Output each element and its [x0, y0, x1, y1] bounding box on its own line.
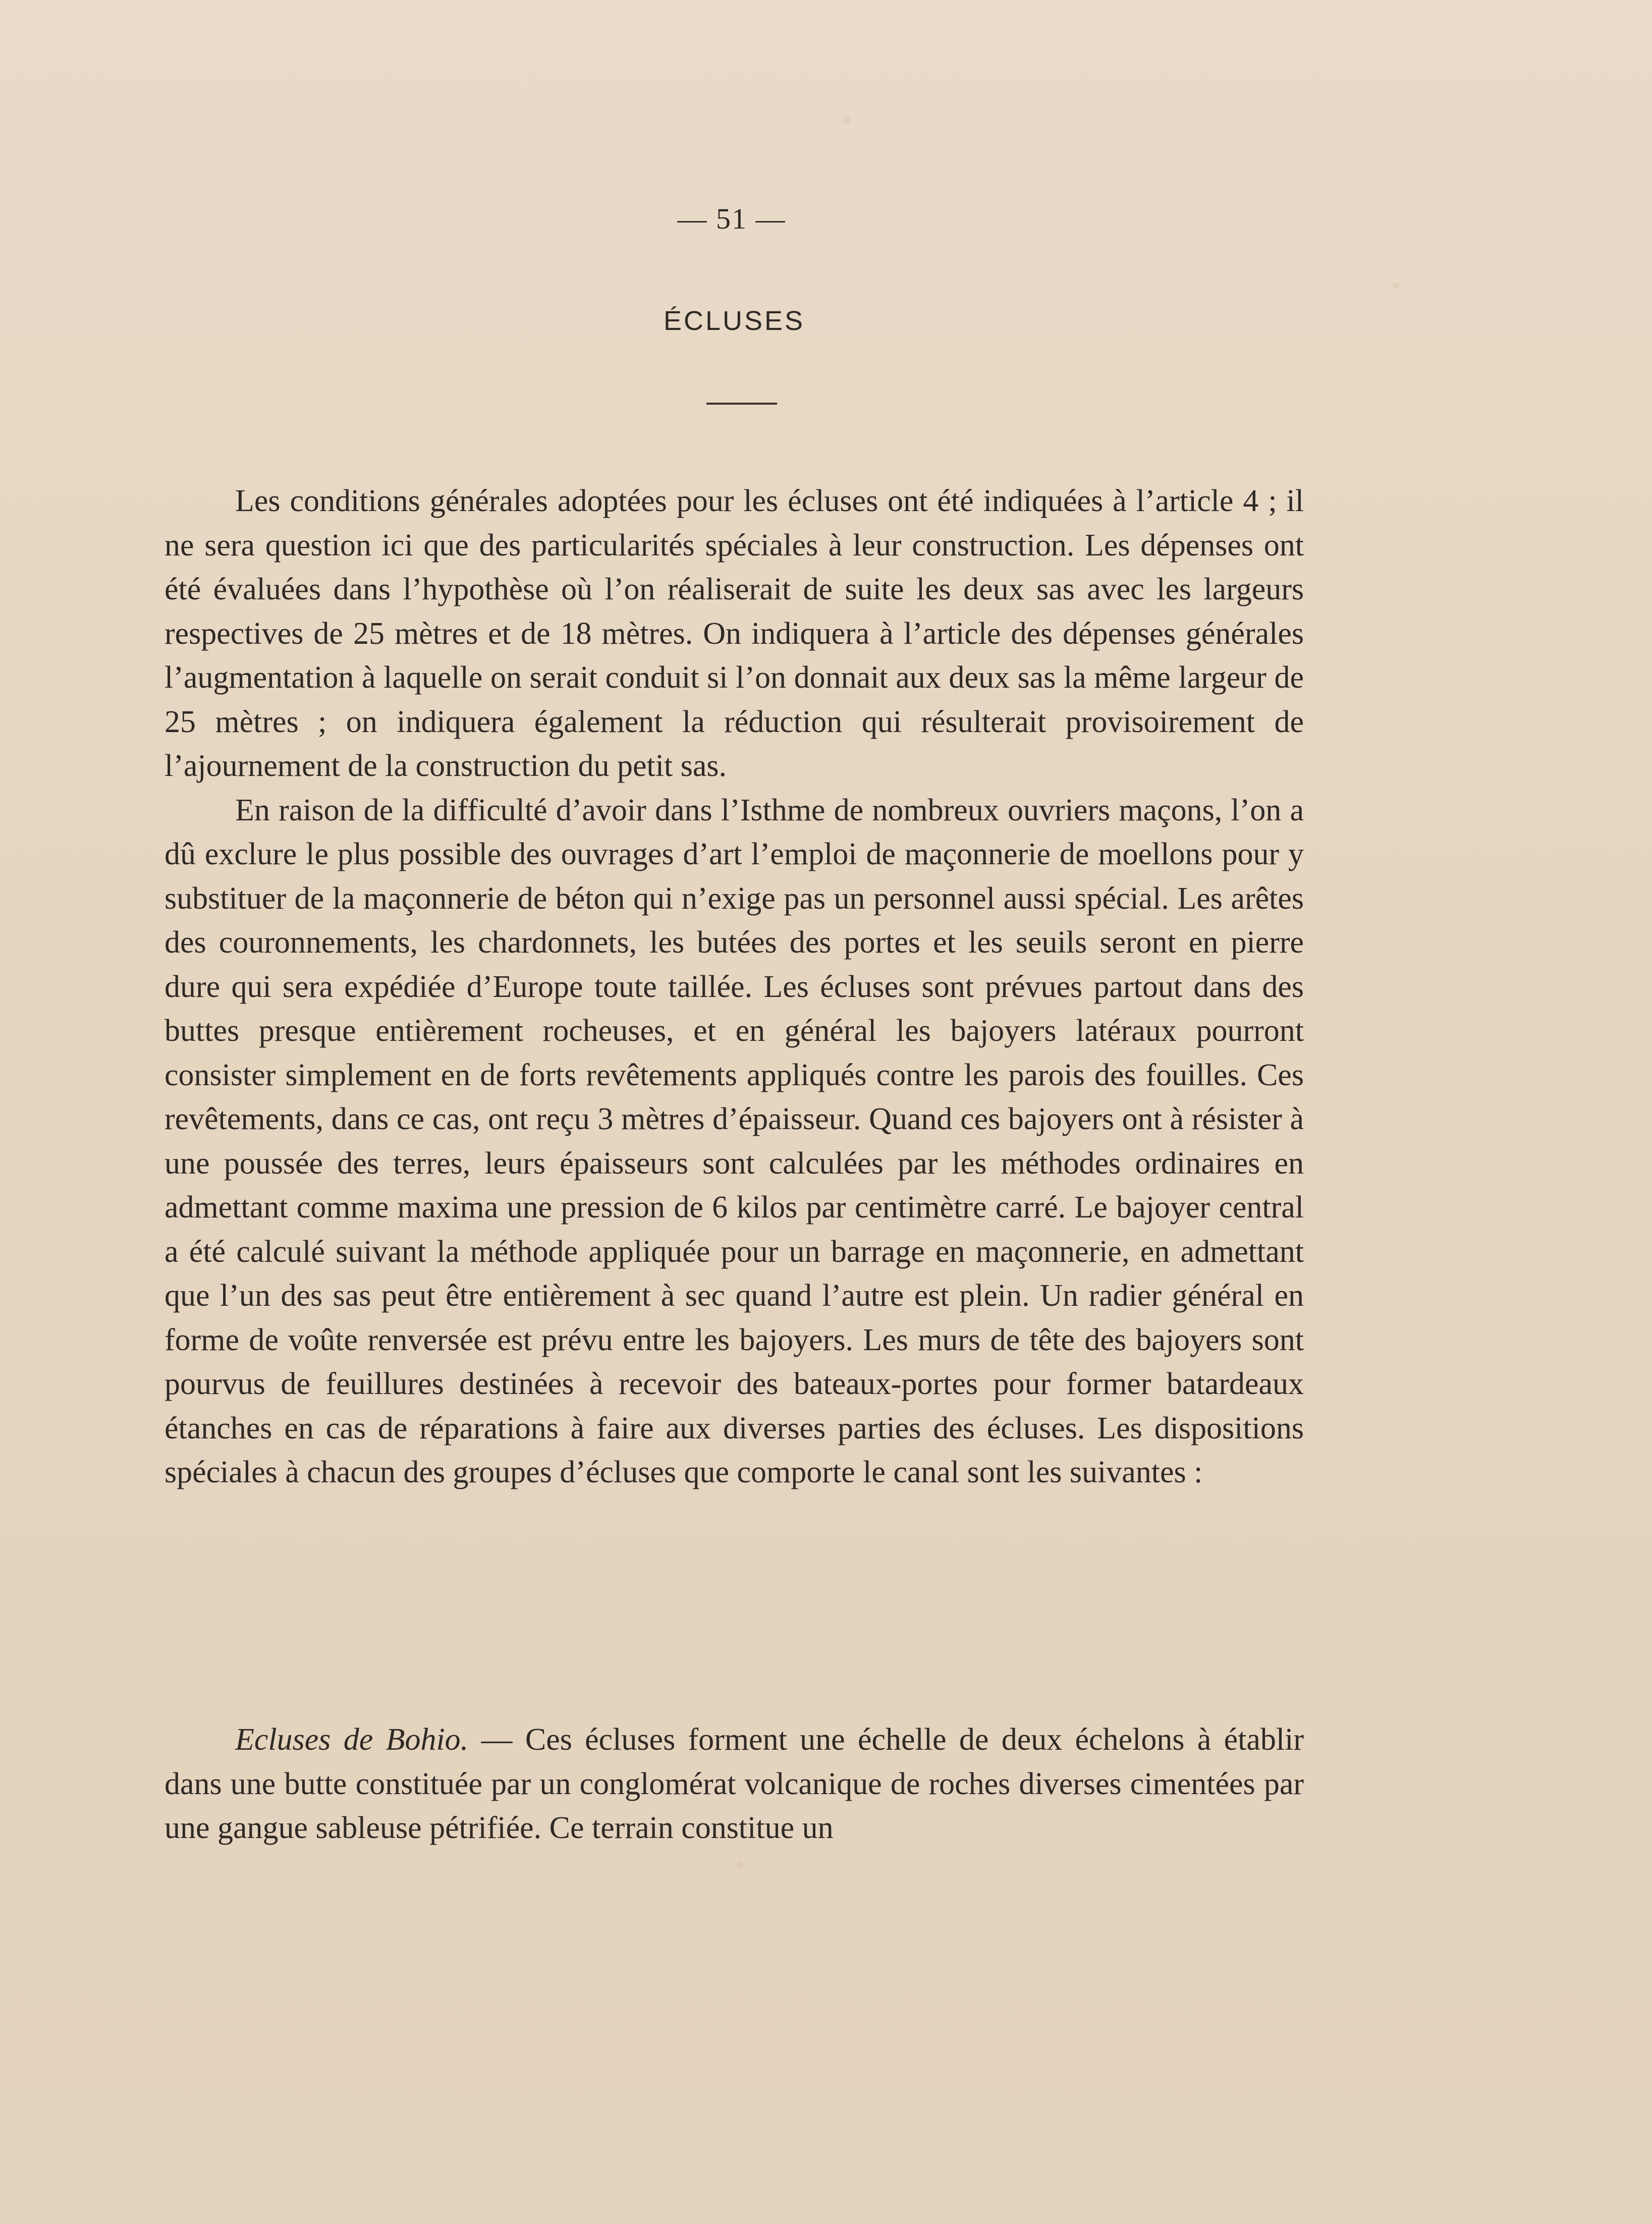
- paper-stain: [1393, 283, 1399, 289]
- paper-stain: [737, 1862, 744, 1869]
- paragraph-conditions: Les conditions générales adoptées pour les écluses ont été indiquées à l’article 4 ; il ne sera question ici que des particularités spéciales à leur construction. Les dépenses ont été évaluées dans l’hypothèse où l’on réaliserait de suite les deux sas avec les largeurs respectives de 25 mètres et de 18 mètres. On indiquera à l’article des dépenses générales l’augmentation à laquelle on serait conduit si l’on donnait aux deux sas la même largeur de 25 mètres ; on indiquera également la réduction qui résulterait provisoirement de l’ajournement de la construction du petit sas.: [164, 484, 1304, 783]
- bohio-section: [164, 1718, 1304, 1851]
- paragraph-masonry: En raison de la difficulté d’avoir dans l’Isthme de nombreux ouvriers maçons, l’on a dû exclure le plus possible des ouvrages d’art l’emploi de maçonnerie de moellons pour y substituer de la maçonnerie de béton qui n’exige pas un personnel aussi spécial. Les arêtes des couronnements, les chardonnets, les butées des portes et les seuils seront en pierre dure qui sera expédiée d’Europe toute taillée. Les écluses sont prévues partout dans des buttes presque entièrement rocheuses, et en général les bajoyers latéraux pourront consister simplement en de forts revêtements appliqués contre les parois des fouilles. Ces revêtements, dans ce cas, ont reçu 3 mètres d’épaisseur. Quand ces bajoyers ont à résister à une poussée des terres, leurs épaisseurs sont calculées par les méthodes ordinaires en admettant comme maxima une pression de 6 kilos par centimètre carré. Le bajoyer central a été calculé suivant la méthode appliquée pour un barrage en maçonnerie, en admettant que l’un des sas peut être entièrement à sec quand l’autre est plein. Un radier général en forme de voûte renversée est prévu entre les bajoyers. Les murs de tête des bajoyers sont pourvus de feuillures destinées à recevoir des bateaux-portes pour former batardeaux étanches en cas de réparations à faire aux diverses parties des écluses. Les dispositions spéciales à chacun des groupes d’écluses que comporte le canal sont les suivantes :: [164, 793, 1304, 1489]
- page-number: — 51 —: [677, 202, 786, 235]
- bohio-text: — Ces écluses forment une échelle de deux échelons à établir dans une butte constituée par un conglomérat volcanique de roches diverses cimentées par une gangue sableuse pétrifiée. Ce terrain constitue un: [164, 1722, 1304, 1845]
- section-title: ÉCLUSES: [663, 306, 805, 336]
- bohio-subheading: Ecluses de Bohio.: [235, 1722, 469, 1757]
- title-divider: [706, 403, 777, 405]
- body-text: [164, 479, 1304, 1495]
- paragraph-bohio: [164, 1718, 1304, 1851]
- paper-stain: [843, 116, 851, 124]
